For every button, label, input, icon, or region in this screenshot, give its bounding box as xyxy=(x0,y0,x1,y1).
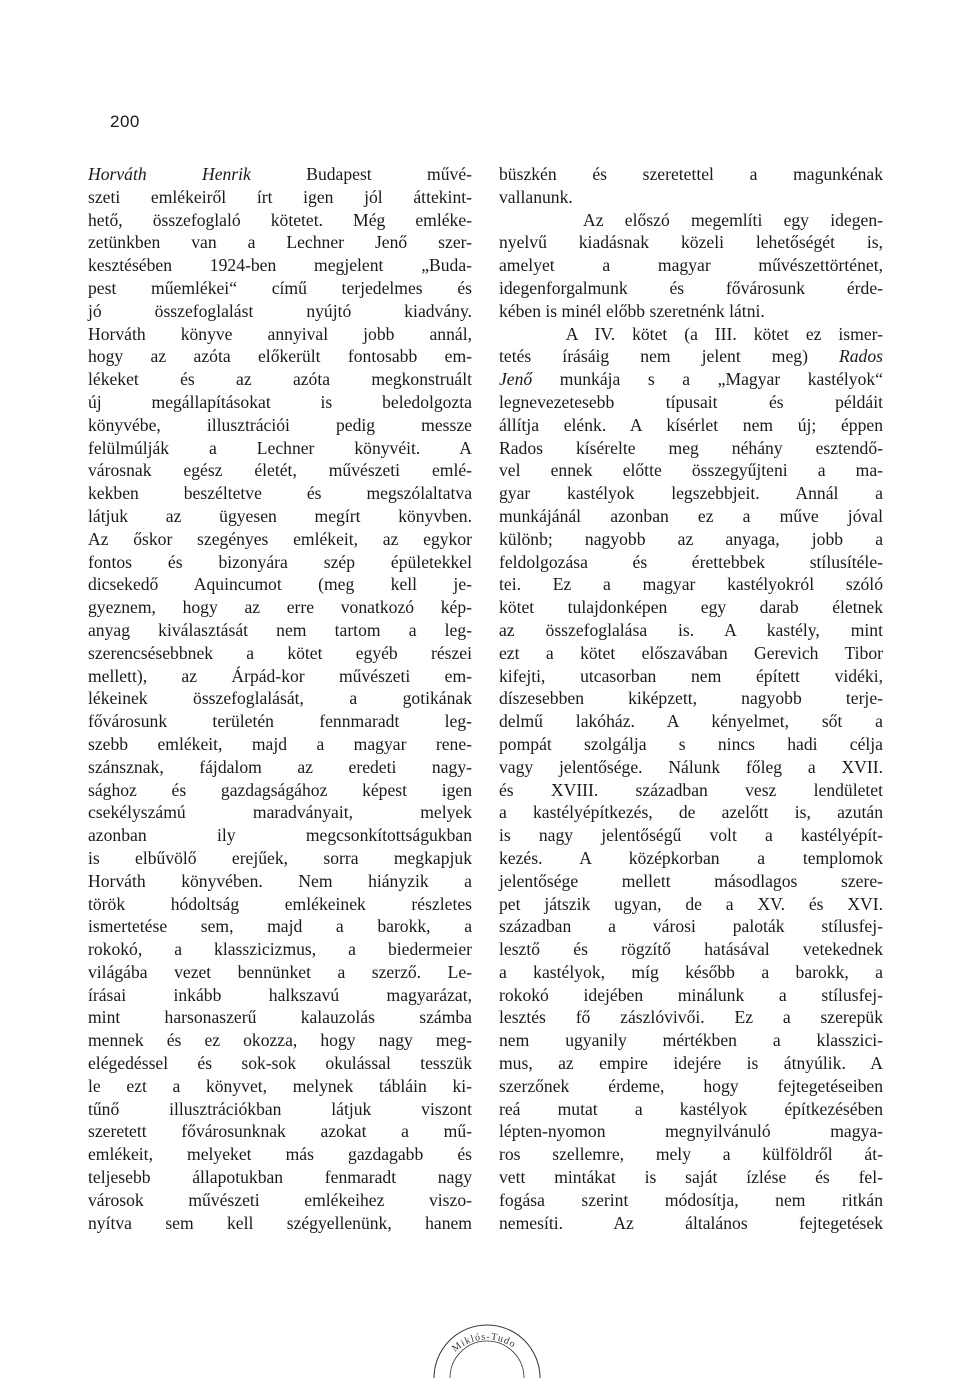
line-text: állítja elénk. A kísérlet nem új; éppen xyxy=(499,414,883,435)
text-line xyxy=(499,277,883,300)
text-line xyxy=(88,756,472,779)
line-text: díszesebben kiképzett, nagyobb terje- xyxy=(499,688,883,709)
text-line xyxy=(88,437,472,460)
text-line xyxy=(499,1166,883,1189)
line-text: vagy jelentősége. Nálunk főleg a XVII. xyxy=(499,756,883,777)
text-line xyxy=(499,1098,883,1121)
line-text: a kastélyok, míg később a barokk, a xyxy=(499,961,883,982)
line-text: az összefoglalása is. A kastély, mint xyxy=(499,619,883,640)
text-line xyxy=(499,870,883,893)
text-line xyxy=(88,231,472,254)
text-line xyxy=(499,551,883,574)
line-text: teljesebb állapotukban fenmaradt nagy xyxy=(88,1167,472,1188)
line-text: zetünkben van a Lechner Jenő szer- xyxy=(88,232,472,253)
line-text: században a városi paloták stílusfej- xyxy=(499,916,883,937)
line-text: szebb emlékeit, majd a magyar rene- xyxy=(88,733,472,754)
line-text: különb; nagyobb az anyaga, jobb a xyxy=(499,528,883,549)
text-line xyxy=(88,915,472,938)
italic-name: Horváth Henrik xyxy=(88,164,251,184)
line-text: kifejti, utcasorban nem épített vidéki, xyxy=(499,665,883,686)
right-column xyxy=(499,163,883,1234)
line-text: lesztő és rögzítő hatásával vetekednek xyxy=(499,939,883,960)
text-line xyxy=(499,459,883,482)
line-text: Budapest művé- xyxy=(250,164,472,184)
line-text: ezt a kötet előszavában Gerevich Tibor xyxy=(499,642,883,663)
line-text: tűnő illusztrációkban látjuk viszont xyxy=(88,1098,472,1119)
text-line xyxy=(499,345,883,368)
text-line xyxy=(88,209,472,232)
line-text: is elbűvölő erejűek, sorra megkapjuk xyxy=(88,847,472,868)
text-line xyxy=(499,779,883,802)
text-line xyxy=(88,1189,472,1212)
line-text: kekben beszéltetve és megszólaltatva xyxy=(88,483,472,504)
text-line xyxy=(499,300,883,323)
line-text: sághoz és gazdagságához képest igen xyxy=(88,779,472,800)
text-line xyxy=(88,1075,472,1098)
text-line xyxy=(499,893,883,916)
text-line xyxy=(499,1029,883,1052)
text-line xyxy=(499,1212,883,1235)
line-text: büszkén és szeretettel a magunkénak xyxy=(499,164,883,184)
line-text: nyítva sem kell szégyellenünk, hanem xyxy=(88,1212,472,1233)
text-line xyxy=(88,1052,472,1075)
text-line xyxy=(88,961,472,984)
line-text: feldolgozása és érettebbek stílusítéle- xyxy=(499,551,883,572)
text-line xyxy=(499,1006,883,1029)
text-line xyxy=(499,391,883,414)
text-line xyxy=(499,209,883,232)
text-line xyxy=(499,801,883,824)
text-line xyxy=(88,847,472,870)
line-text: dicsekedő Aquincumot (meg kell je- xyxy=(88,574,472,595)
text-line xyxy=(499,961,883,984)
line-text: mennek és ez okozza, hogy nagy meg- xyxy=(88,1030,472,1051)
line-text: vel ennek előtte összegyűjteni a ma- xyxy=(499,460,883,481)
line-text: kesztésében 1924-ben megjelent „Buda- xyxy=(88,255,472,276)
text-line xyxy=(499,733,883,756)
text-line xyxy=(499,1075,883,1098)
text-line xyxy=(499,368,883,391)
text-line xyxy=(88,938,472,961)
text-line xyxy=(499,824,883,847)
line-text: reá mutat a kastélyok építkezésében xyxy=(499,1098,883,1119)
text-line xyxy=(499,505,883,528)
line-text: fogása szerint módosítja, nem ritkán xyxy=(499,1189,883,1210)
line-text: mint harsonaszerű kalauzolás számba xyxy=(88,1007,472,1028)
text-line xyxy=(88,984,472,1007)
text-line xyxy=(88,368,472,391)
text-line xyxy=(499,437,883,460)
library-stamp xyxy=(428,1318,546,1378)
line-text: világába vezet bennünket a szerző. Le- xyxy=(88,961,472,982)
line-text: fontos és bizonyára szép épületekkel xyxy=(88,551,472,572)
text-line xyxy=(88,733,472,756)
text-line xyxy=(88,277,472,300)
line-text: lépten-nyomon megnyilvánuló magya- xyxy=(499,1121,883,1142)
line-text: elégedéssel és sok-sok okulással tesszük xyxy=(88,1053,472,1074)
text-line xyxy=(88,528,472,551)
text-line xyxy=(88,596,472,619)
text-line xyxy=(88,1212,472,1235)
text-line xyxy=(88,642,472,665)
text-line xyxy=(499,186,883,209)
left-column xyxy=(88,163,472,1234)
text-line xyxy=(499,619,883,642)
text-line xyxy=(88,710,472,733)
line-text: tetés írásáig nem jelent meg) xyxy=(499,346,840,367)
line-text: ismertetése sem, majd a barokk, a xyxy=(88,916,472,937)
text-line xyxy=(88,163,472,186)
text-line xyxy=(88,482,472,505)
line-text: is nagy jelentőségű volt a kastélyépít- xyxy=(499,825,883,846)
line-text: rokokó, a klasszicizmus, a biedermeier xyxy=(88,939,472,960)
text-line xyxy=(499,414,883,437)
line-text: idegenforgalmunk és fővárosunk érde- xyxy=(499,277,883,298)
line-text: mus, az empire idejére is átnyúlik. A xyxy=(499,1053,883,1074)
line-text: Horváth könyve annyival jobb annál, xyxy=(88,323,472,344)
line-text: amelyet a magyar művészettörténet, xyxy=(499,255,883,276)
line-text: ros szellemre, mely a külföldről át- xyxy=(499,1144,883,1165)
line-text: nem ugyanily mértékben a klasszici- xyxy=(499,1030,883,1051)
page-number: 200 xyxy=(110,112,140,131)
text-line xyxy=(88,779,472,802)
text-line xyxy=(88,459,472,482)
text-line xyxy=(88,893,472,916)
text-line xyxy=(88,1120,472,1143)
line-text: hogy az azóta előkerült fontosabb em- xyxy=(88,346,472,367)
line-text: nyelvű kiadásnak közeli lehetőségét is, xyxy=(499,232,883,253)
line-text: azonban ily megcsonkítottságukban xyxy=(88,825,472,846)
line-text: szánsznak, fájdalom az eredeti nagy- xyxy=(88,756,472,777)
text-line xyxy=(88,1029,472,1052)
text-line xyxy=(499,687,883,710)
text-line xyxy=(499,573,883,596)
text-line xyxy=(499,1143,883,1166)
text-line xyxy=(88,551,472,574)
line-text: felülmúlják a Lechner könyvéit. A xyxy=(88,437,472,458)
text-line xyxy=(88,186,472,209)
line-text: és XVIII. században vesz lendületet xyxy=(499,779,883,800)
line-text: tei. Ez a magyar kastélyokról szóló xyxy=(499,574,883,595)
line-text: mellett), az Árpád-kor művészeti em- xyxy=(88,665,472,686)
text-line xyxy=(88,1166,472,1189)
text-line xyxy=(499,847,883,870)
text-line xyxy=(88,300,472,323)
line-text: gyar kastélyok legszebbjeit. Annál a xyxy=(499,483,883,504)
line-text: vallanunk. xyxy=(499,186,573,207)
line-text: a kastélyépítkezés, de azelőtt is, azután xyxy=(499,802,883,823)
text-line xyxy=(88,1143,472,1166)
text-line xyxy=(499,254,883,277)
line-text: lékeket és az azóta megkonstruált xyxy=(88,369,472,390)
text-line xyxy=(88,323,472,346)
text-line xyxy=(499,528,883,551)
line-text: szeti emlékeiről írt igen jól áttekint- xyxy=(88,186,472,207)
line-text: lékeinek összefoglalását, a gotikának xyxy=(88,688,472,709)
line-text: szeretett fővárosunknak azokat a mű- xyxy=(88,1121,472,1142)
svg-text:Miklós-Tudo xyxy=(450,1331,518,1354)
line-text: török hódoltság emlékeinek részletes xyxy=(88,893,472,914)
line-text: írásai inkább halkszavú magyarázat, xyxy=(88,984,472,1005)
line-text: rokokó idejében minálunk a stílusfej- xyxy=(499,984,883,1005)
line-text: városnak egész életét, művészeti emlé- xyxy=(88,460,472,481)
text-line xyxy=(88,870,472,893)
line-text: fővárosunk területén fennmaradt leg- xyxy=(88,711,472,732)
text-line xyxy=(499,642,883,665)
line-text: kötet tulajdonképen egy darab életnek xyxy=(499,597,883,618)
text-line xyxy=(499,231,883,254)
line-text: vett mintákat is saját ízlése és fel- xyxy=(499,1167,883,1188)
line-text: Horváth könyvében. Nem hiányzik a xyxy=(88,870,472,891)
line-text: jelentősége mellett másodlagos szere- xyxy=(499,870,883,891)
text-line xyxy=(88,1098,472,1121)
text-line xyxy=(499,482,883,505)
text-line xyxy=(499,915,883,938)
line-text: nemesíti. Az általános fejtegetések xyxy=(499,1212,883,1233)
text-line xyxy=(88,573,472,596)
line-text: kében is minél előbb szeretnénk látni. xyxy=(499,300,765,321)
stamp-text: Miklós-Tudo xyxy=(450,1331,518,1355)
line-text: le ezt a könyvet, melynek tábláin ki- xyxy=(88,1075,472,1096)
line-text: legnevezetesebb típusait és példáit xyxy=(499,391,883,412)
text-line xyxy=(88,414,472,437)
line-text: látjuk az ügyesen megírt könyvben. xyxy=(88,505,472,526)
line-text: anyag kiválasztását nem tartom a leg- xyxy=(88,619,472,640)
line-text: hető, összefoglaló kötetet. Még emléke- xyxy=(88,209,472,230)
italic-name: Rados xyxy=(839,346,883,367)
line-text: A IV. kötet (a III. kötet ez ismer- xyxy=(499,323,883,344)
text-line xyxy=(88,687,472,710)
line-text: munkájánál azonban ez a műve jóval xyxy=(499,505,883,526)
text-line xyxy=(88,619,472,642)
line-text: delmű lakóház. A kényelmet, sőt a xyxy=(499,711,883,732)
line-text: emlékeit, melyeket más gazdagabb és xyxy=(88,1144,472,1165)
text-line xyxy=(88,254,472,277)
text-line xyxy=(499,756,883,779)
text-line xyxy=(499,1120,883,1143)
line-text: kezés. A középkorban a templomok xyxy=(499,847,883,868)
text-line xyxy=(88,824,472,847)
line-text: Az előszó megemlíti egy idegen- xyxy=(499,209,883,230)
line-text: pompát szolgálja s nincs hadi célja xyxy=(499,733,883,754)
text-line xyxy=(88,665,472,688)
text-line xyxy=(88,801,472,824)
text-line xyxy=(499,710,883,733)
italic-name: Jenő xyxy=(499,369,533,390)
text-line xyxy=(88,391,472,414)
line-text: új megállapításokat is beledolgozta xyxy=(88,391,472,412)
text-line xyxy=(499,984,883,1007)
line-text: könyvébe, illusztrációi pedig messze xyxy=(88,414,472,435)
text-line xyxy=(88,345,472,368)
text-line xyxy=(499,323,883,346)
line-text: pest műemlékei“ című terjedelmes és xyxy=(88,277,472,298)
line-text: lesztés fő zászlóvivői. Ez a szerepük xyxy=(499,1007,883,1028)
text-line xyxy=(88,505,472,528)
text-line xyxy=(499,1189,883,1212)
text-line xyxy=(88,1006,472,1029)
line-text: Az őskor szegényes emlékeit, az egykor xyxy=(88,528,472,549)
line-text: szerzőnek érdeme, hogy fejtegetéseiben xyxy=(499,1075,883,1096)
line-text: jó összefoglalást nyújtó kiadvány. xyxy=(88,300,472,321)
text-line xyxy=(499,163,883,186)
line-text: Rados kísérelte meg néhány esztendő- xyxy=(499,437,883,458)
text-line xyxy=(499,1052,883,1075)
line-text: pet játszik ugyan, de a XV. és XVI. xyxy=(499,893,883,914)
text-line xyxy=(499,665,883,688)
line-text: munkája s a „Magyar kastélyok“ xyxy=(532,369,883,390)
text-line xyxy=(499,596,883,619)
line-text: csekélyszámú maradványait, melyek xyxy=(88,802,472,823)
line-text: szerencsésebbnek a kötet egyéb részei xyxy=(88,642,472,663)
line-text: városok művészeti emlékeihez viszo- xyxy=(88,1189,472,1210)
text-line xyxy=(499,938,883,961)
line-text: gyeznem, hogy az erre vonatkozó kép- xyxy=(88,597,472,618)
